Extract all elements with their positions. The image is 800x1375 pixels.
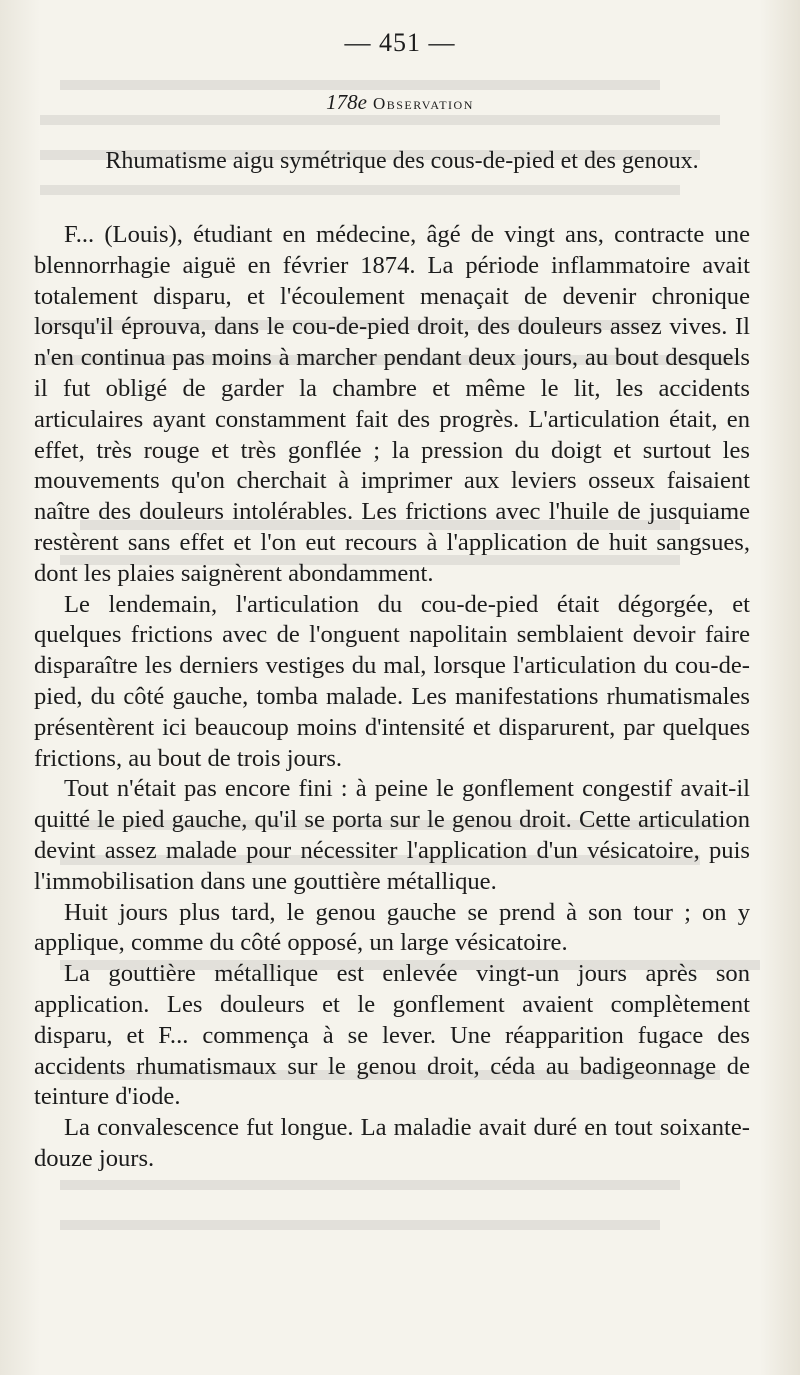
observation-heading — [0, 90, 800, 115]
paragraph: Huit jours plus tard, le genou gauche se prend à son tour ; on y applique, comme du côté opposé, un large vésicatoire. — [34, 898, 750, 957]
observation-label: Observation — [372, 94, 474, 113]
page-number: — 451 — — [344, 28, 456, 57]
paragraph: F... (Louis), étudiant en médecine, âgé de vingt ans, contracte une blennorrhagie aiguë en février 1874. La période inflammatoire avait totalement disparu, et l'écoulement menaçait de devenir chronique lorsqu'il éprouva, dans le cou-de-pied droit, des douleurs assez vives. Il n'en continua pas moins à marcher pendant deux jours, au bout desquels il fut obligé de garder la chambre et même le lit, les accidents articulaires ayant constamment fait des progrès. L'articulation était, en effet, très rouge et très gonflée ; la pression du doigt et surtout les mouvements qu'on cherchait à imprimer aux leviers osseux faisaient naître des douleurs intolérables. Les frictions avec l'huile de jusquiame restèrent sans effet et l'on eut recours à l'application de huit sangsues, dont les plaies saignèrent abondamment. — [34, 221, 750, 587]
paragraph: La convalescence fut longue. La maladie avait duré en tout soixante-douze jours. — [34, 1114, 750, 1172]
paragraph: Tout n'était pas encore fini : à peine le gonflement congestif avait-il quitté le pied gauche, qu'il se porta sur le genou droit. Cette articulation devint assez malade pour nécessiter l'application d'un vésicatoire, puis l'immobilisation dans une gouttière métallique. — [34, 775, 750, 895]
observation-subtitle: Rhumatisme aigu symétrique des cous-de-pied et des genoux. — [105, 148, 699, 174]
observation-body — [34, 220, 750, 1175]
paragraph: Le lendemain, l'articulation du cou-de-pied était dégorgée, et quelques frictions avec de l'onguent napolitain semblaient devoir faire disparaître les derniers vestiges du mal, lorsque l'articulation du cou-de-pied, du côté gauche, tomba malade. Les manifestations rhumatismales présentèrent ici beaucoup moins d'intensité et disparurent, par quelques frictions, au bout de trois jours. — [34, 590, 750, 772]
observation-number: 178e — [326, 90, 367, 114]
paragraph: La gouttière métallique est enlevée vingt-un jours après son application. Les douleurs et le gonflement avaient complètement disparu, et F... commença à se lever. Une réapparition fugace des accidents rhumatismaux sur le genou droit, céda au badigeonnage de teinture d'iode. — [34, 960, 750, 1111]
